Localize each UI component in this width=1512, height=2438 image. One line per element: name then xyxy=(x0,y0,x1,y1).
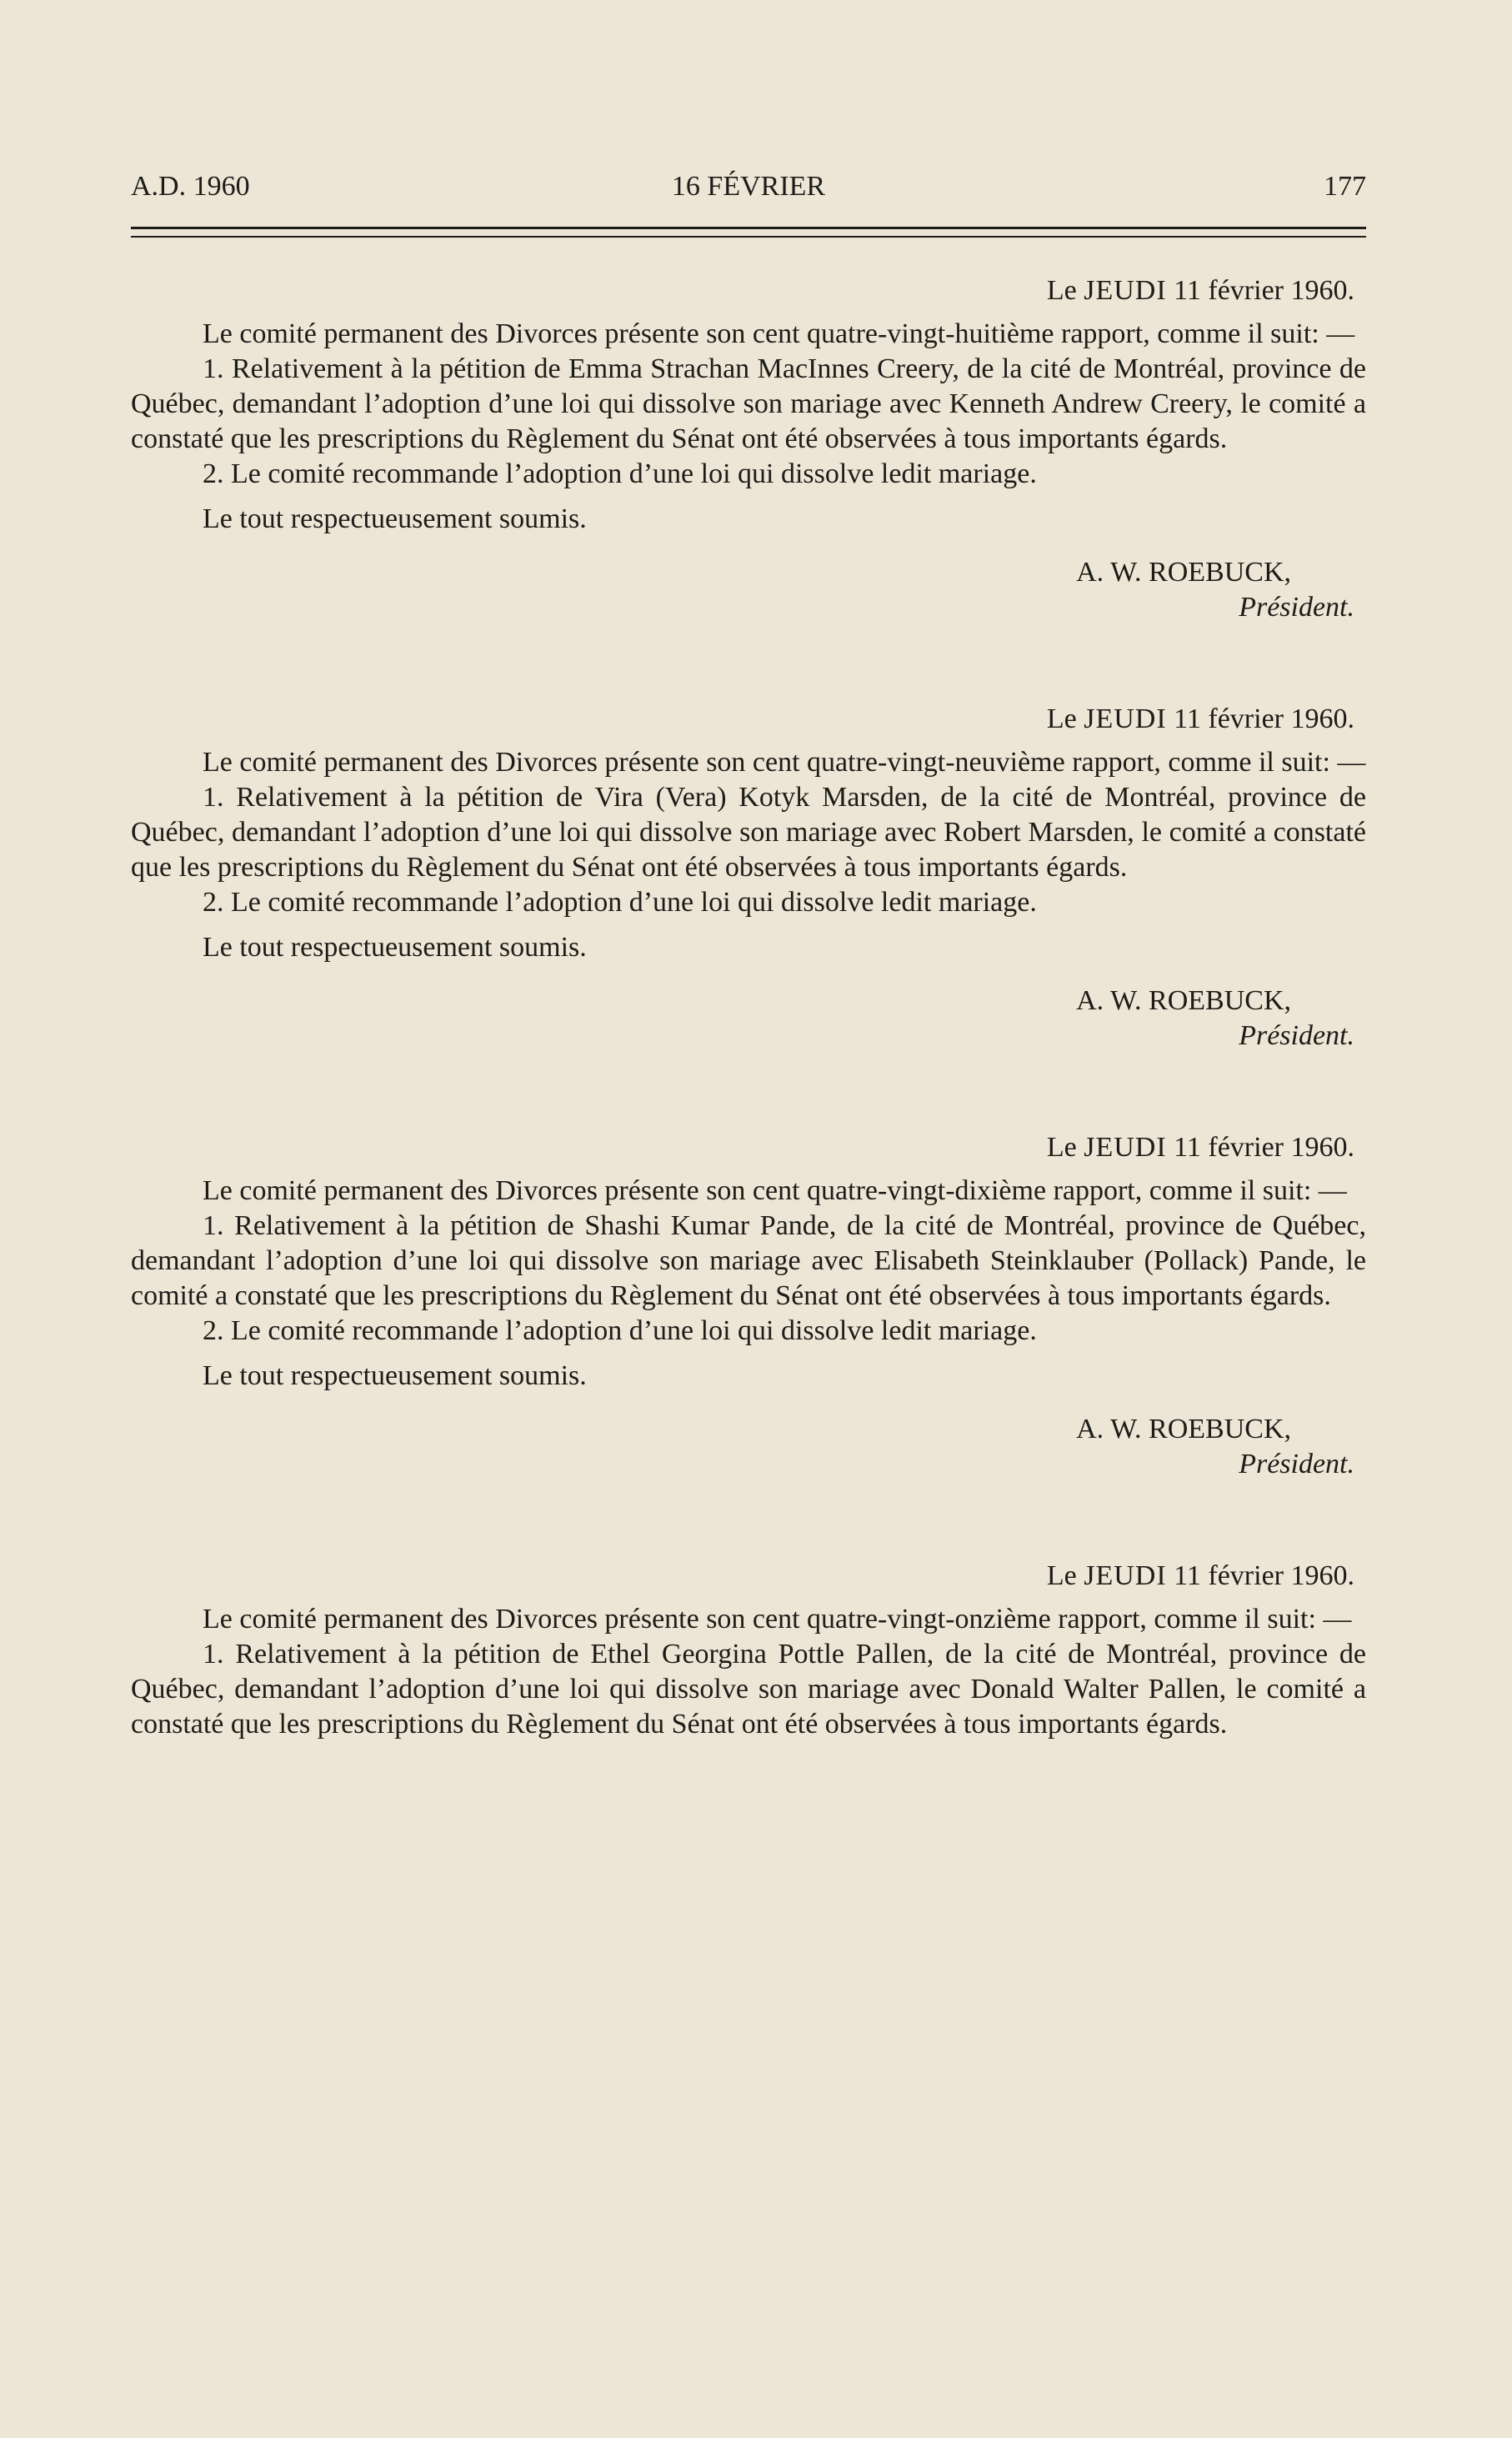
signer-name: A. W. ROEBUCK, xyxy=(1076,1414,1291,1444)
header-rule-top xyxy=(131,227,1366,229)
report-closing: Le tout respectueusement soumis. xyxy=(203,1360,587,1391)
signer-title: Président. xyxy=(1239,1020,1354,1051)
report-item-2: 2. Le comité recommande l’adoption d’une loi qui dissolve ledit mariage. xyxy=(203,458,1037,489)
page-number: 177 xyxy=(1324,171,1366,202)
report-date: Le JEUDI 11 février 1960. xyxy=(1046,1132,1354,1163)
report-item-1: 1. Relativement à la pétition de Vira (Vera) Kotyk Marsden, de la cité de Montréal, province de Québec, demandant l’adoption d’une loi qui dissolve son mariage avec Robert Marsden, le comité a constaté que les prescriptions du Règlement du Sénat ont été observées à tous importants égards. xyxy=(131,782,1366,883)
page-header xyxy=(131,171,1366,208)
report-189 xyxy=(131,702,1366,1054)
report-191 xyxy=(131,1559,1366,1742)
report-date: Le JEUDI 11 février 1960. xyxy=(1046,275,1354,306)
report-item-1: 1. Relativement à la pétition de Emma Strachan MacInnes Creery, de la cité de Montréal, province de Québec, demandant l’adoption d’une loi qui dissolve son mariage avec Kenneth Andrew Creery, le comité a constaté que les prescriptions du Règlement du Sénat ont été observées à tous importants égards. xyxy=(131,353,1366,454)
report-date: Le JEUDI 11 février 1960. xyxy=(1046,703,1354,734)
report-date: Le JEUDI 11 février 1960. xyxy=(1046,1560,1354,1591)
report-intro: Le comité permanent des Divorces présente son cent quatre-vingt-dixième rapport, comme il suit: — xyxy=(203,1175,1347,1206)
report-190 xyxy=(131,1130,1366,1482)
header-rule-bottom xyxy=(131,236,1366,238)
report-closing: Le tout respectueusement soumis. xyxy=(203,932,587,963)
report-intro: Le comité permanent des Divorces présente son cent quatre-vingt-huitième rapport, comme il suit: — xyxy=(203,318,1355,349)
report-item-2: 2. Le comité recommande l’adoption d’une loi qui dissolve ledit mariage. xyxy=(203,1315,1037,1346)
report-item-2: 2. Le comité recommande l’adoption d’une loi qui dissolve ledit mariage. xyxy=(203,887,1037,918)
header-year: A.D. 1960 xyxy=(131,171,250,202)
report-item-1: 1. Relativement à la pétition de Ethel Georgina Pottle Pallen, de la cité de Montréal, province de Québec, demandant l’adoption d’une loi qui dissolve son mariage avec Donald Walter Pallen, le comité a constaté que les prescriptions du Règlement du Sénat ont été observées à tous importants égards. xyxy=(131,1639,1366,1740)
report-item-1: 1. Relativement à la pétition de Shashi Kumar Pande, de la cité de Montréal, province de Québec, demandant l’adoption d’une loi qui dissolve son mariage avec Elisabeth Steinklauber (Pollack) Pande, le comité a constaté que les prescriptions du Règlement du Sénat ont été observées à tous importants égards. xyxy=(131,1210,1366,1311)
signer-name: A. W. ROEBUCK, xyxy=(1076,557,1291,588)
signer-title: Président. xyxy=(1239,1449,1354,1479)
report-intro: Le comité permanent des Divorces présente son cent quatre-vingt-onzième rapport, comme il suit: — xyxy=(203,1604,1352,1635)
signer-name: A. W. ROEBUCK, xyxy=(1076,985,1291,1016)
report-intro: Le comité permanent des Divorces présente son cent quatre-vingt-neuvième rapport, comme il suit: — xyxy=(203,747,1366,778)
report-closing: Le tout respectueusement soumis. xyxy=(203,503,587,534)
page-content xyxy=(131,273,1366,1819)
header-date: 16 FÉVRIER xyxy=(671,171,826,202)
signer-title: Président. xyxy=(1239,592,1354,623)
report-188 xyxy=(131,273,1366,625)
